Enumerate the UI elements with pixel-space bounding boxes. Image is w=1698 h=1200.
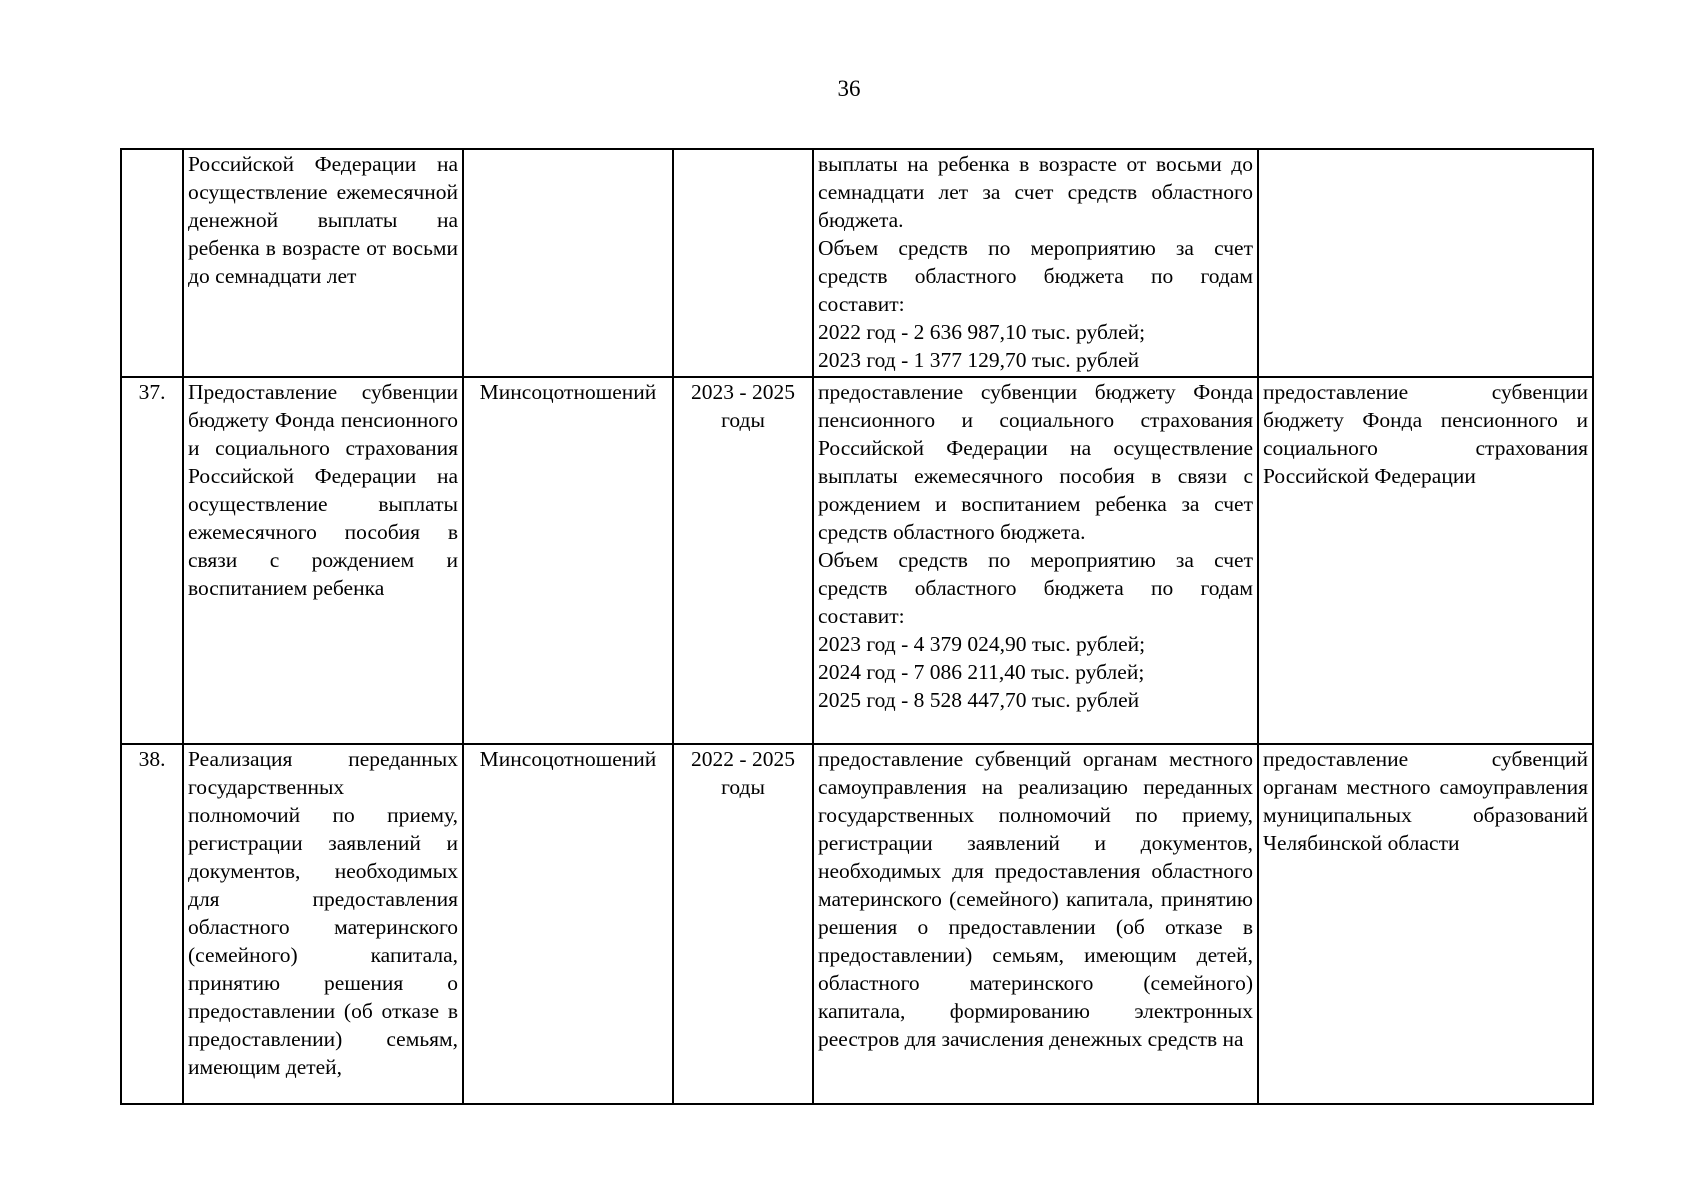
row-number: 37. [121,377,183,744]
table-row [121,377,1593,744]
volume-intro: Объем средств по мероприятию за счет средств областного бюджета по годам составит: [818,548,1253,628]
event-description [813,377,1258,744]
description-text: выплаты на ребенка в возрасте от восьми до семнадцати лет за счет средств областного бюджета. [818,152,1253,232]
volume-intro: Объем средств по мероприятию за счет средств областного бюджета по годам составит: [818,236,1253,316]
event-description [813,744,1258,1104]
amount-line: 2023 год - 4 379 024,90 тыс. рублей; [818,632,1146,656]
row-number: 38. [121,744,183,1104]
executor: Минсоцотношений [463,377,673,744]
expected-result: предоставление субвенций органам местного самоуправления муниципальных образований Челябинской области [1258,744,1593,1104]
event-name: Реализация переданных государственных полномочий по приему, регистрации заявлений и документов, необходимых для предоставления областного материнского (семейного) капитала, принятию решения о предоставлении (об отказе в предоставлении) семьям, имеющим детей, [183,744,463,1104]
amount-line: 2025 год - 8 528 447,70 тыс. рублей [818,688,1140,712]
event-name: Российской Федерации на осуществление ежемесячной денежной выплаты на ребенка в возрасте от восьми до семнадцати лет [183,149,463,377]
expected-result: предоставление субвенции бюджету Фонда пенсионного и социального страхования Российской Федерации [1258,377,1593,744]
event-name: Предоставление субвенции бюджету Фонда пенсионного и социального страхования Российской Федерации на осуществление выплаты ежемесячного пособия в связи с рождением и воспитанием ребенка [183,377,463,744]
period: 2022 - 2025 годы [673,744,813,1104]
description-text: предоставление субвенции бюджету Фонда пенсионного и социального страхования Российской Федерации на осуществление выплаты ежемесячного пособия в связи с рождением и воспитанием ребенка за счет средств областного бюджета. [818,380,1253,544]
amount-line: 2022 год - 2 636 987,10 тыс. рублей; [818,320,1146,344]
expected-result [1258,149,1593,377]
period [673,149,813,377]
page-number: 36 [837,76,861,101]
program-table [120,148,1594,1105]
executor [463,149,673,377]
amount-line: 2024 год - 7 086 211,40 тыс. рублей; [818,660,1145,684]
period: 2023 - 2025 годы [673,377,813,744]
event-description [813,149,1258,377]
executor: Минсоцотношений [463,744,673,1104]
row-number [121,149,183,377]
table-row [121,149,1593,377]
table-row [121,744,1593,1104]
description-text: предоставление субвенций органам местного самоуправления на реализацию переданных государственных полномочий по приему, регистрации заявлений и документов, необходимых для предоставления областного материнского (семейного) капитала, принятию решения о предоставлении (об отказе в предоставлении) семьям, имеющим детей, областного материнского (семейного) капитала, формированию электронных реестров для зачисления денежных средств на [818,747,1253,1051]
amount-line: 2023 год - 1 377 129,70 тыс. рублей [818,348,1140,372]
